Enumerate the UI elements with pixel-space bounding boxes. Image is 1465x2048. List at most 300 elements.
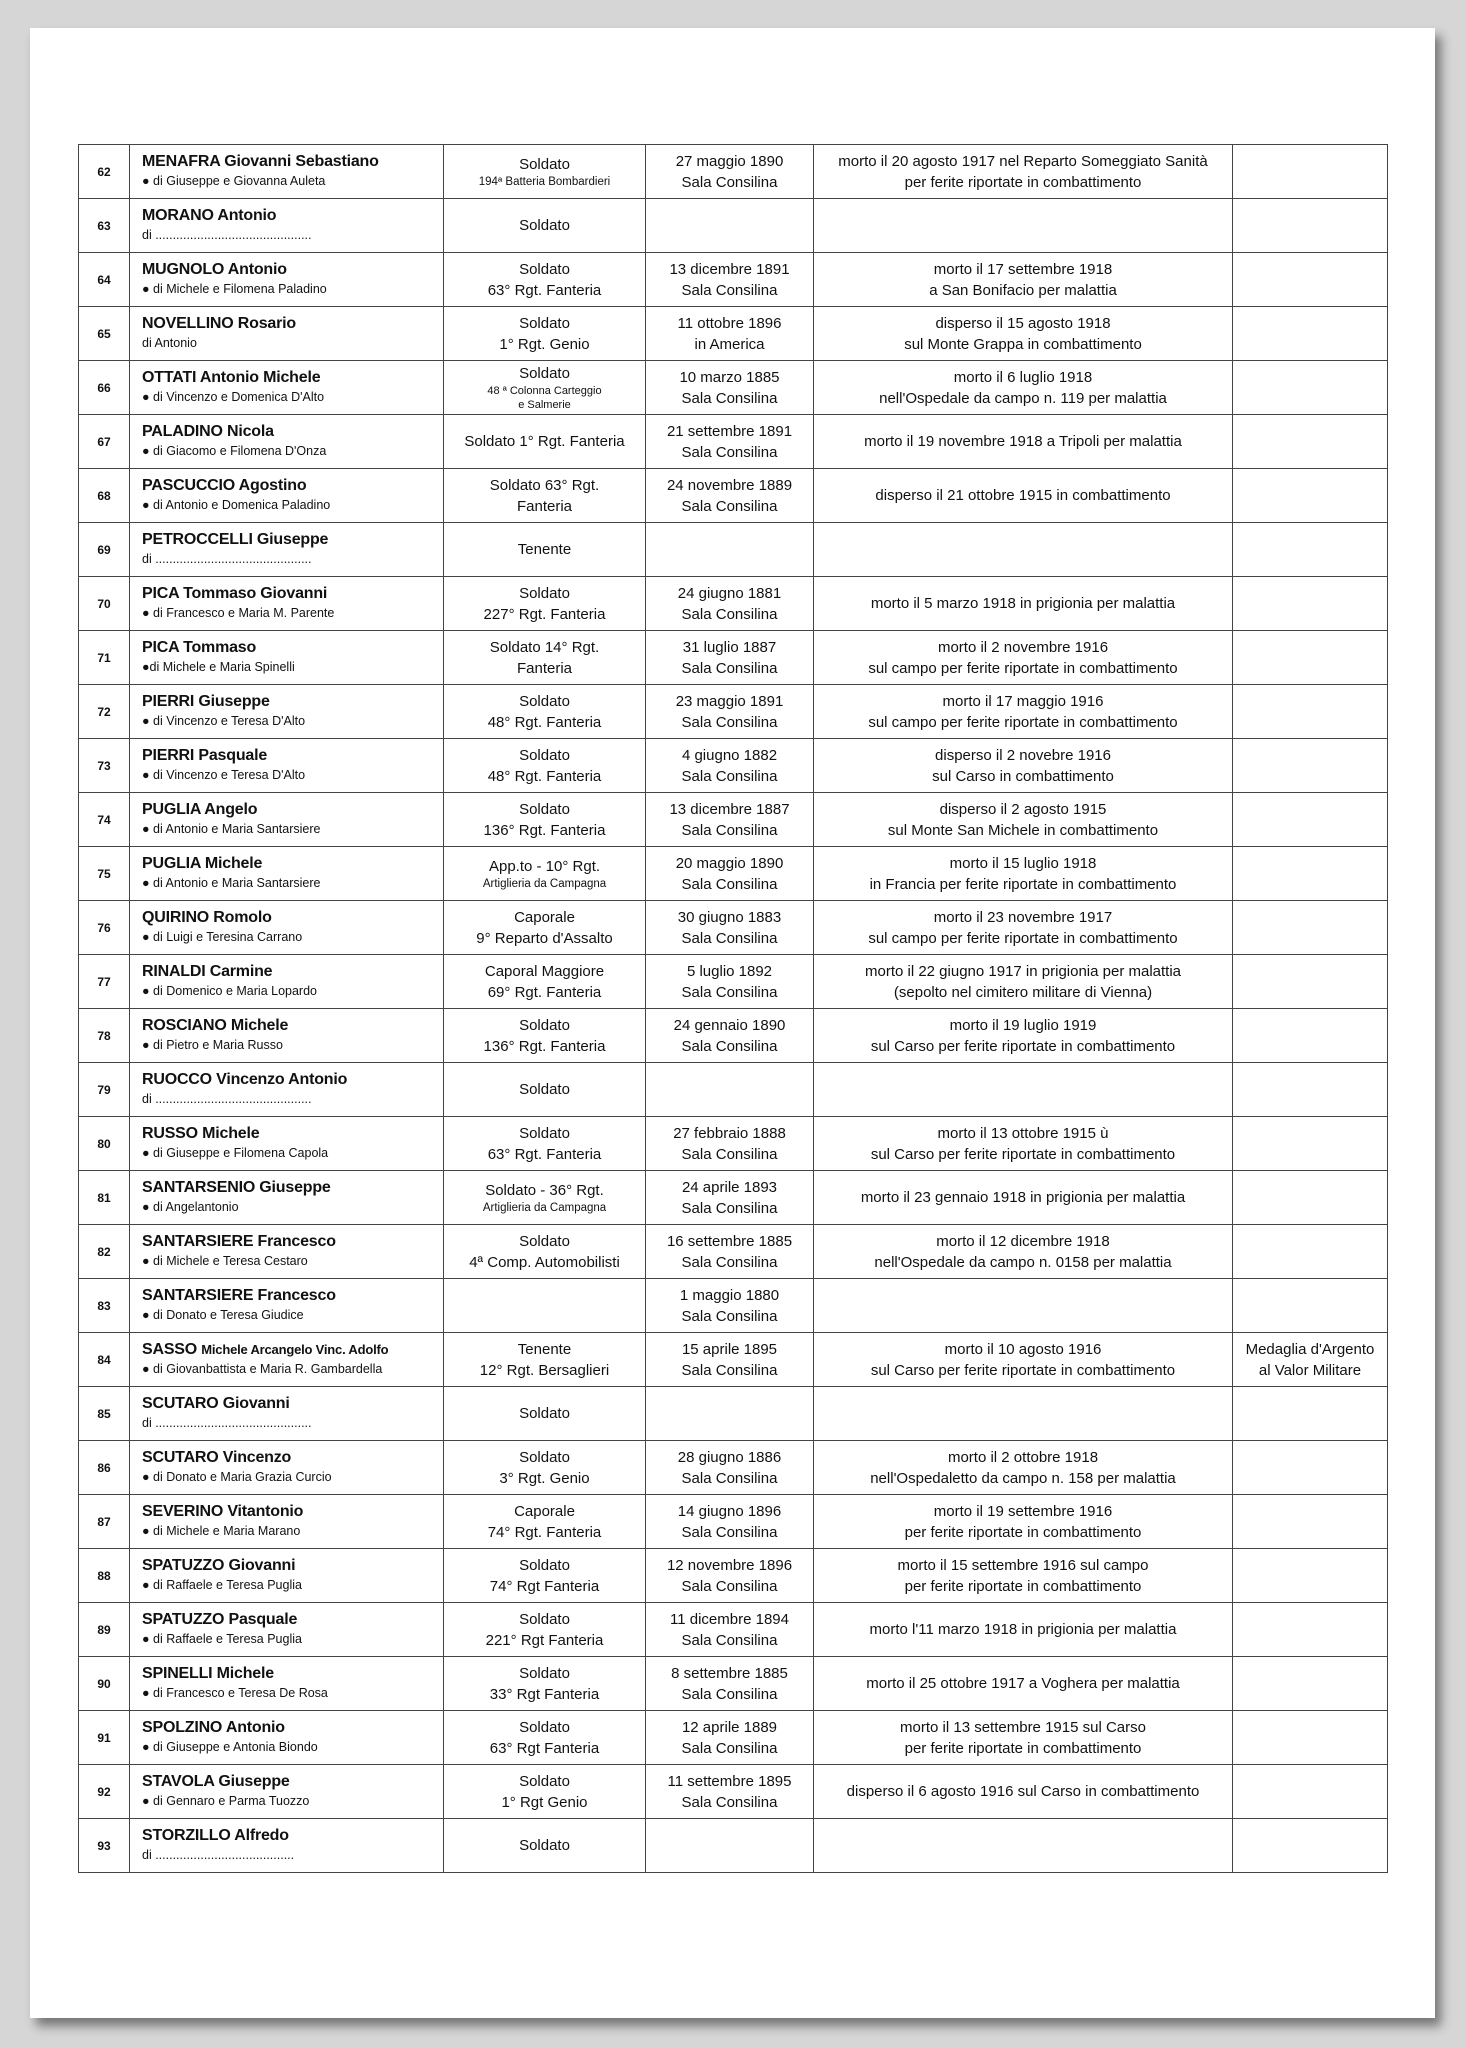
fate-cell xyxy=(814,523,1233,577)
soldier-cell xyxy=(130,1711,444,1765)
rank-cell xyxy=(444,1171,646,1225)
birth-cell xyxy=(646,685,814,739)
soldier-name xyxy=(142,908,443,928)
rank-cell xyxy=(444,1765,646,1819)
fate-cell xyxy=(814,1495,1233,1549)
fate-line: morto il 13 settembre 1915 sul Carso xyxy=(900,1718,1146,1736)
fate-line: sul campo per ferite riportate in combattimento xyxy=(868,659,1178,677)
birth-line: Sala Consilina xyxy=(681,821,778,839)
row-number: 92 xyxy=(79,1765,130,1819)
award-cell xyxy=(1233,307,1388,361)
soldier-cell xyxy=(130,577,444,631)
table-row xyxy=(79,901,1388,955)
rank-cell xyxy=(444,793,646,847)
unit-line: Artiglieria da Campagna xyxy=(482,1201,607,1214)
fate-line: morto il 2 ottobre 1918 xyxy=(947,1448,1099,1466)
soldier-surname: RINALDI Carmine xyxy=(142,963,273,980)
row-number: 86 xyxy=(79,1441,130,1495)
soldier-cell xyxy=(130,1657,444,1711)
soldier-parents: ● di Raffaele e Teresa Puglia xyxy=(142,1632,302,1646)
row-number: 69 xyxy=(79,523,130,577)
soldier-parents: ● di Giuseppe e Giovanna Auleta xyxy=(142,174,326,188)
fate-cell xyxy=(814,1387,1233,1441)
soldier-cell xyxy=(130,307,444,361)
rank-line: Soldato 63° Rgt. xyxy=(489,476,600,494)
fate-line: morto il 23 gennaio 1918 in prigionia per malattia xyxy=(860,1189,1186,1206)
soldier-cell xyxy=(130,253,444,307)
table-row xyxy=(79,1387,1388,1441)
rank-cell xyxy=(444,307,646,361)
birth-line: 11 dicembre 1894 xyxy=(670,1610,789,1628)
rank-cell xyxy=(444,1819,646,1873)
row-number: 91 xyxy=(79,1711,130,1765)
birth-cell xyxy=(646,523,814,577)
rank-line: 33° Rgt Fanteria xyxy=(489,1685,600,1703)
fate-line: nell'Ospedale da campo n. 0158 per malattia xyxy=(874,1253,1172,1271)
birth-line: in America xyxy=(694,335,765,353)
soldier-parents: di ............................................. xyxy=(142,1416,312,1430)
soldier-parents: ● di Michele e Teresa Cestaro xyxy=(142,1254,308,1268)
rank-line: Soldato 14° Rgt. xyxy=(489,638,600,656)
soldier-surname: MENAFRA Giovanni Sebastiano xyxy=(142,153,379,170)
award-cell xyxy=(1233,199,1388,253)
birth-cell xyxy=(646,1603,814,1657)
soldier-name xyxy=(142,1070,443,1090)
rank-line: Tenente xyxy=(517,541,572,558)
award-cell xyxy=(1233,1819,1388,1873)
birth-cell xyxy=(646,1063,814,1117)
table-row xyxy=(79,685,1388,739)
fate-cell xyxy=(814,1225,1233,1279)
fate-line: disperso il 6 agosto 1916 sul Carso in combattimento xyxy=(846,1783,1200,1800)
rank-cell xyxy=(444,1603,646,1657)
unit-line: e Salmerie xyxy=(518,399,571,411)
soldier-name xyxy=(142,1448,443,1468)
birth-line: 24 giugno 1881 xyxy=(677,584,782,602)
rank-cell xyxy=(444,901,646,955)
soldier-parents: ● di Luigi e Teresina Carrano xyxy=(142,930,303,944)
birth-cell xyxy=(646,145,814,199)
birth-cell xyxy=(646,469,814,523)
soldier-given-names: Michele Arcangelo Vinc. Adolfo xyxy=(201,1342,389,1357)
birth-line: Sala Consilina xyxy=(681,1199,778,1217)
soldier-cell xyxy=(130,1765,444,1819)
birth-cell xyxy=(646,631,814,685)
table-row xyxy=(79,1225,1388,1279)
birth-line: 13 dicembre 1891 xyxy=(669,260,790,278)
rank-line: 63° Rgt. Fanteria xyxy=(487,281,602,299)
soldier-name xyxy=(142,1664,443,1684)
soldier-surname: RUOCCO Vincenzo Antonio xyxy=(142,1071,348,1088)
soldier-name xyxy=(142,1772,443,1792)
award-cell xyxy=(1233,1333,1388,1387)
soldier-name xyxy=(142,1340,443,1360)
rank-line: Soldato xyxy=(519,800,570,818)
fate-cell xyxy=(814,1333,1233,1387)
table-body xyxy=(79,145,1388,1873)
birth-cell xyxy=(646,1117,814,1171)
fate-line: morto il 15 settembre 1916 sul campo xyxy=(897,1556,1149,1574)
rank-cell xyxy=(444,685,646,739)
rank-line: 4ª Comp. Automobilisti xyxy=(469,1253,620,1271)
rank-line: App.to - 10° Rgt. xyxy=(488,857,601,875)
rank-line: Soldato xyxy=(519,260,570,278)
fate-line: sul campo per ferite riportate in combattimento xyxy=(868,929,1178,947)
birth-line: 30 giugno 1883 xyxy=(677,908,782,926)
rank-cell xyxy=(444,1117,646,1171)
soldier-parents: di ............................................. xyxy=(142,228,312,242)
rank-line: 136° Rgt. Fanteria xyxy=(483,1037,606,1055)
rank-line: Caporal Maggiore xyxy=(484,962,605,980)
rank-line: Soldato xyxy=(519,1081,570,1098)
soldier-surname: PASCUCCIO Agostino xyxy=(142,477,307,494)
soldier-surname: SPINELLI Michele xyxy=(142,1665,274,1682)
row-number: 66 xyxy=(79,361,130,415)
fate-line: per ferite riportate in combattimento xyxy=(904,1577,1142,1595)
soldier-name xyxy=(142,260,443,280)
soldier-name xyxy=(142,1502,443,1522)
birth-cell xyxy=(646,1333,814,1387)
soldier-surname: PALADINO Nicola xyxy=(142,423,274,440)
row-number: 71 xyxy=(79,631,130,685)
fate-cell xyxy=(814,793,1233,847)
soldier-parents: ● di Raffaele e Teresa Puglia xyxy=(142,1578,302,1592)
soldier-cell xyxy=(130,631,444,685)
soldier-name xyxy=(142,206,443,226)
rank-line: 48° Rgt. Fanteria xyxy=(487,767,602,785)
soldier-surname: SCUTARO Vincenzo xyxy=(142,1449,292,1466)
birth-line: Sala Consilina xyxy=(681,1307,778,1325)
row-number: 64 xyxy=(79,253,130,307)
soldier-name xyxy=(142,1232,443,1252)
fate-line: per ferite riportate in combattimento xyxy=(904,1739,1142,1757)
fate-line: sul Carso per ferite riportate in combattimento xyxy=(870,1037,1176,1055)
rank-cell xyxy=(444,361,646,415)
soldier-name xyxy=(142,422,443,442)
soldier-surname: PUGLIA Michele xyxy=(142,855,263,872)
row-number: 75 xyxy=(79,847,130,901)
soldier-surname: PETROCCELLI Giuseppe xyxy=(142,531,329,548)
table-row xyxy=(79,307,1388,361)
birth-cell xyxy=(646,199,814,253)
award-cell xyxy=(1233,1495,1388,1549)
soldier-parents: ● di Michele e Maria Marano xyxy=(142,1524,301,1538)
table-row xyxy=(79,1009,1388,1063)
fate-line: disperso il 21 ottobre 1915 in combattimento xyxy=(875,487,1171,504)
birth-cell xyxy=(646,1765,814,1819)
rank-line: 1° Rgt. Genio xyxy=(499,335,590,353)
soldier-name xyxy=(142,1124,443,1144)
birth-cell xyxy=(646,1009,814,1063)
fate-line: disperso il 2 agosto 1915 xyxy=(939,800,1107,818)
rank-line: 63° Rgt Fanteria xyxy=(489,1739,600,1757)
soldier-surname: SEVERINO Vitantonio xyxy=(142,1503,304,1520)
birth-line: Sala Consilina xyxy=(681,1145,778,1163)
soldier-name xyxy=(142,854,443,874)
row-number: 84 xyxy=(79,1333,130,1387)
birth-cell xyxy=(646,253,814,307)
rank-line: Soldato xyxy=(519,1718,570,1736)
birth-line: 1 maggio 1880 xyxy=(679,1286,780,1304)
row-number: 88 xyxy=(79,1549,130,1603)
soldier-surname: SPATUZZO Giovanni xyxy=(142,1557,296,1574)
rank-line: 63° Rgt. Fanteria xyxy=(487,1145,602,1163)
soldier-cell xyxy=(130,1549,444,1603)
rank-line: 69° Rgt. Fanteria xyxy=(487,983,602,1001)
rank-cell xyxy=(444,415,646,469)
soldier-name xyxy=(142,1394,443,1414)
rank-line: 3° Rgt. Genio xyxy=(499,1469,590,1487)
birth-cell xyxy=(646,1819,814,1873)
rank-line: 227° Rgt. Fanteria xyxy=(483,605,606,623)
table-row xyxy=(79,955,1388,1009)
fate-cell xyxy=(814,1657,1233,1711)
fate-line: morto il 20 agosto 1917 nel Reparto Someggiato Sanità xyxy=(838,152,1208,170)
rank-line: 136° Rgt. Fanteria xyxy=(483,821,606,839)
fate-line: morto il 6 luglio 1918 xyxy=(953,368,1093,386)
soldier-name xyxy=(142,530,443,550)
fate-line: morto il 17 maggio 1916 xyxy=(942,692,1104,710)
award-cell xyxy=(1233,793,1388,847)
birth-cell xyxy=(646,415,814,469)
soldier-cell xyxy=(130,145,444,199)
soldier-name xyxy=(142,1610,443,1630)
soldier-cell xyxy=(130,1495,444,1549)
soldier-surname: STAVOLA Giuseppe xyxy=(142,1773,290,1790)
soldier-parents: ● di Pietro e Maria Russo xyxy=(142,1038,283,1052)
soldier-surname: MORANO Antonio xyxy=(142,207,277,224)
soldier-cell xyxy=(130,955,444,1009)
birth-cell xyxy=(646,1441,814,1495)
soldier-cell xyxy=(130,1387,444,1441)
award-cell xyxy=(1233,1441,1388,1495)
soldier-cell xyxy=(130,1063,444,1117)
fate-line: morto il 19 luglio 1919 xyxy=(949,1016,1097,1034)
soldier-name xyxy=(142,152,443,172)
birth-line: Sala Consilina xyxy=(681,713,778,731)
fate-line: morto il 17 settembre 1918 xyxy=(933,260,1113,278)
birth-cell xyxy=(646,739,814,793)
rank-cell xyxy=(444,1063,646,1117)
award-cell xyxy=(1233,469,1388,523)
rank-line: Soldato xyxy=(519,1610,570,1628)
birth-line: Sala Consilina xyxy=(681,389,778,407)
row-number: 82 xyxy=(79,1225,130,1279)
soldier-parents: ● di Giuseppe e Antonia Biondo xyxy=(142,1740,318,1754)
rank-line: Soldato xyxy=(519,1448,570,1466)
birth-line: Sala Consilina xyxy=(681,1037,778,1055)
birth-line: 24 aprile 1893 xyxy=(681,1178,778,1196)
soldier-parents: ● di Giuseppe e Filomena Capola xyxy=(142,1146,329,1160)
row-number: 62 xyxy=(79,145,130,199)
soldier-cell xyxy=(130,1333,444,1387)
award-line: al Valor Militare xyxy=(1258,1361,1362,1379)
unit-line: Artiglieria da Campagna xyxy=(482,877,607,890)
award-cell xyxy=(1233,361,1388,415)
birth-line: Sala Consilina xyxy=(681,929,778,947)
fate-line: morto il 23 novembre 1917 xyxy=(933,908,1113,926)
fate-cell xyxy=(814,1819,1233,1873)
rank-cell xyxy=(444,1279,646,1333)
soldier-cell xyxy=(130,1603,444,1657)
table-row xyxy=(79,469,1388,523)
soldier-surname: PUGLIA Angelo xyxy=(142,801,258,818)
soldier-cell xyxy=(130,361,444,415)
rank-line: Soldato xyxy=(519,746,570,764)
soldier-name xyxy=(142,1556,443,1576)
birth-cell xyxy=(646,1387,814,1441)
rank-line: Soldato xyxy=(519,692,570,710)
row-number: 73 xyxy=(79,739,130,793)
birth-line: Sala Consilina xyxy=(681,767,778,785)
rank-cell xyxy=(444,199,646,253)
fate-line: sul Monte San Michele in combattimento xyxy=(887,821,1159,839)
birth-line: 11 settembre 1895 xyxy=(667,1772,792,1790)
birth-cell xyxy=(646,307,814,361)
fate-line: morto il 22 giugno 1917 in prigionia per malattia xyxy=(864,962,1182,980)
birth-line: Sala Consilina xyxy=(681,1739,778,1757)
birth-line: Sala Consilina xyxy=(681,875,778,893)
fate-cell xyxy=(814,199,1233,253)
fate-line: morto il 12 dicembre 1918 xyxy=(936,1232,1110,1250)
row-number: 76 xyxy=(79,901,130,955)
rank-line: 48° Rgt. Fanteria xyxy=(487,713,602,731)
award-cell xyxy=(1233,1117,1388,1171)
table-row xyxy=(79,1603,1388,1657)
rank-cell xyxy=(444,955,646,1009)
birth-line: Sala Consilina xyxy=(681,1523,778,1541)
unit-line: 194ª Batteria Bombardieri xyxy=(478,175,611,188)
rank-cell xyxy=(444,1225,646,1279)
table-row xyxy=(79,1441,1388,1495)
birth-line: 21 settembre 1891 xyxy=(666,422,793,440)
birth-cell xyxy=(646,901,814,955)
fate-cell xyxy=(814,631,1233,685)
fate-line: per ferite riportate in combattimento xyxy=(904,1523,1142,1541)
row-number: 77 xyxy=(79,955,130,1009)
soldier-parents: ● di Domenico e Maria Lopardo xyxy=(142,984,317,998)
soldier-surname: PIERRI Giuseppe xyxy=(142,693,270,710)
rank-line: Soldato xyxy=(519,1556,570,1574)
fate-cell xyxy=(814,1549,1233,1603)
birth-line: Sala Consilina xyxy=(681,1577,778,1595)
table-row xyxy=(79,199,1388,253)
soldier-cell xyxy=(130,793,444,847)
soldier-name xyxy=(142,746,443,766)
soldier-parents: ● di Michele e Filomena Paladino xyxy=(142,282,327,296)
soldier-surname: SCUTARO Giovanni xyxy=(142,1395,290,1412)
birth-line: 28 giugno 1886 xyxy=(677,1448,782,1466)
soldier-parents: ● di Gennaro e Parma Tuozzo xyxy=(142,1794,310,1808)
row-number: 74 xyxy=(79,793,130,847)
rank-cell xyxy=(444,577,646,631)
fate-cell xyxy=(814,1063,1233,1117)
table-row xyxy=(79,739,1388,793)
birth-line: Sala Consilina xyxy=(681,1469,778,1487)
award-cell xyxy=(1233,1711,1388,1765)
rank-cell xyxy=(444,253,646,307)
fate-line: morto l'11 marzo 1918 in prigionia per malattia xyxy=(869,1621,1177,1638)
fate-cell xyxy=(814,1603,1233,1657)
rank-line: Caporale xyxy=(514,1502,575,1520)
row-number: 80 xyxy=(79,1117,130,1171)
soldier-parents: ● di Antonio e Maria Santarsiere xyxy=(142,822,321,836)
birth-line: 31 luglio 1887 xyxy=(682,638,777,656)
birth-line: 4 giugno 1882 xyxy=(681,746,778,764)
birth-cell xyxy=(646,1711,814,1765)
soldier-parents: ● di Vincenzo e Domenica D'Alto xyxy=(142,390,325,404)
birth-line: 27 maggio 1890 xyxy=(675,152,784,170)
row-number: 87 xyxy=(79,1495,130,1549)
soldier-surname: SANTARSIERE Francesco xyxy=(142,1233,336,1250)
rank-line: Fanteria xyxy=(516,659,573,677)
soldier-name xyxy=(142,962,443,982)
soldier-surname: OTTATI Antonio Michele xyxy=(142,369,321,386)
rank-line: Soldato xyxy=(519,217,570,234)
birth-line: Sala Consilina xyxy=(681,1793,778,1811)
award-cell xyxy=(1233,1387,1388,1441)
fate-cell xyxy=(814,685,1233,739)
award-cell xyxy=(1233,901,1388,955)
fate-cell xyxy=(814,847,1233,901)
rank-cell xyxy=(444,739,646,793)
row-number: 72 xyxy=(79,685,130,739)
rank-cell xyxy=(444,469,646,523)
soldier-parents: ● di Giacomo e Filomena D'Onza xyxy=(142,444,327,458)
soldier-parents: ● di Giovanbattista e Maria R. Gambardella xyxy=(142,1362,383,1376)
birth-cell xyxy=(646,1657,814,1711)
table-row xyxy=(79,631,1388,685)
birth-line: 14 giugno 1896 xyxy=(677,1502,782,1520)
soldier-parents: ● di Antonio e Domenica Paladino xyxy=(142,498,331,512)
fate-line: sul Carso in combattimento xyxy=(932,767,1114,785)
fate-cell xyxy=(814,739,1233,793)
table-row xyxy=(79,847,1388,901)
soldier-cell xyxy=(130,415,444,469)
birth-line: Sala Consilina xyxy=(681,1685,778,1703)
table-row xyxy=(79,1063,1388,1117)
fate-cell xyxy=(814,469,1233,523)
birth-line: Sala Consilina xyxy=(681,983,778,1001)
row-number: 79 xyxy=(79,1063,130,1117)
soldier-cell xyxy=(130,1225,444,1279)
soldier-name xyxy=(142,638,443,658)
rank-line: Soldato 1° Rgt. Fanteria xyxy=(464,433,625,450)
soldier-parents: di ............................................. xyxy=(142,1092,312,1106)
table-row xyxy=(79,1765,1388,1819)
soldier-parents: di ........................................ xyxy=(142,1848,295,1862)
fate-line: a San Bonifacio per malattia xyxy=(929,281,1117,299)
fate-cell xyxy=(814,307,1233,361)
rank-cell xyxy=(444,145,646,199)
row-number: 67 xyxy=(79,415,130,469)
soldier-parents: di Antonio xyxy=(142,336,197,350)
award-line: Medaglia d'Argento xyxy=(1245,1340,1375,1358)
soldier-name xyxy=(142,1718,443,1738)
rank-cell xyxy=(444,1495,646,1549)
rank-line: 221° Rgt Fanteria xyxy=(485,1631,604,1649)
award-cell xyxy=(1233,631,1388,685)
rank-cell xyxy=(444,1333,646,1387)
birth-cell xyxy=(646,1495,814,1549)
fate-cell xyxy=(814,415,1233,469)
rank-line: Soldato - 36° Rgt. xyxy=(485,1181,604,1199)
table-row xyxy=(79,1549,1388,1603)
birth-cell xyxy=(646,847,814,901)
soldier-parents: di ............................................. xyxy=(142,552,312,566)
award-cell xyxy=(1233,145,1388,199)
soldier-cell xyxy=(130,469,444,523)
